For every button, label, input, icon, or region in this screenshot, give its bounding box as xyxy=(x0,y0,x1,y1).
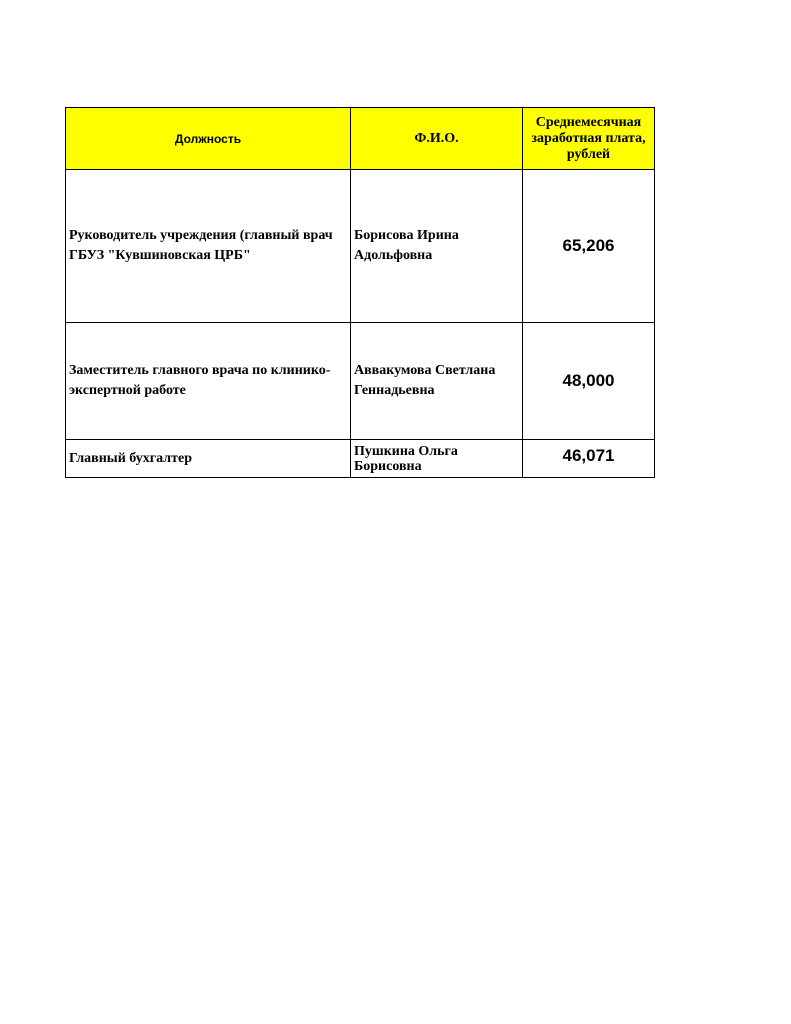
cell-position: Главный бухгалтер xyxy=(66,440,351,478)
cell-position: Руководитель учреждения (главный врач ГБУЗ "Кувшиновская ЦРБ" xyxy=(66,170,351,323)
table-row xyxy=(66,170,655,323)
cell-position: Заместитель главного врача по клинико-экспертной работе xyxy=(66,323,351,440)
header-position: Должность xyxy=(66,108,351,170)
header-salary: Среднемесячная заработная плата, рублей xyxy=(523,108,655,170)
table-header-row xyxy=(66,108,655,170)
table-row xyxy=(66,323,655,440)
cell-name: Пушкина Ольга Борисовна xyxy=(351,440,523,478)
cell-salary: 48,000 xyxy=(523,323,655,440)
cell-salary: 65,206 xyxy=(523,170,655,323)
table-row xyxy=(66,440,655,478)
header-name: Ф.И.О. xyxy=(351,108,523,170)
cell-name: Борисова Ирина Адольфовна xyxy=(351,170,523,323)
salary-table xyxy=(65,107,655,478)
cell-name: Аввакумова Светлана Геннадьевна xyxy=(351,323,523,440)
cell-salary: 46,071 xyxy=(523,440,655,478)
